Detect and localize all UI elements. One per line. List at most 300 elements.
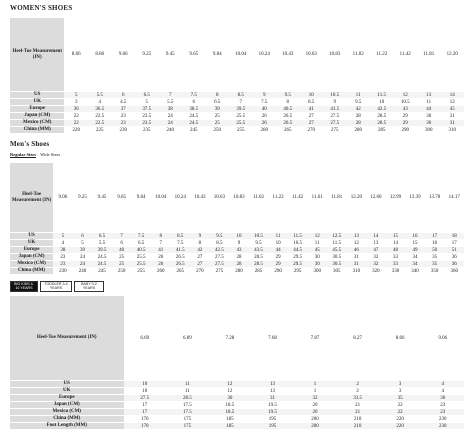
table-cell: 25.5 [131,261,151,268]
table-cell: 32 [366,254,386,261]
row-label: China (MM) [10,416,124,423]
table-cell: 12.5 [327,233,347,240]
table-cell: 11.5 [370,92,394,99]
table-cell: 250 [112,268,132,275]
table-cell: 30.5 [327,261,347,268]
table-cell: 210 [336,416,379,423]
table-cell: 25.5 [229,113,253,120]
row-label: Europe [10,395,124,402]
table-cell: 8 [205,92,229,99]
table-cell: 27.5 [323,120,347,127]
table-cell: 13 [366,240,386,247]
table-cell: 21 [336,409,379,416]
table-cell: 195 [251,416,294,423]
table-cell: 17 [124,409,167,416]
table-cell: 29 [268,254,288,261]
table-cell: 8 [190,240,210,247]
table-cell: 185 [209,423,252,430]
table-cell: 36 [444,254,464,261]
table-row [10,423,464,430]
table-cell: 40 [112,247,132,254]
women-section-title: WOMEN'S SHOES [10,4,73,12]
table-row [10,247,464,254]
table-cell: 12.60 [366,163,386,233]
table-cell: 30 [417,120,441,127]
table-cell: 33 [386,254,406,261]
table-cell: 9 [323,99,347,106]
row-label: Japan (CM) [10,254,53,261]
table-cell: 310 [347,268,367,275]
table-cell: 25 [205,120,229,127]
table-cell: 9.45 [92,163,112,233]
table-cell: 5.5 [88,92,112,99]
table-cell: 9.06 [421,296,464,381]
table-cell: 6 [112,240,132,247]
table-cell: 24 [158,113,182,120]
table-cell: 17 [444,240,464,247]
table-cell: 9 [252,92,276,99]
row-label: Heel-Toe Measurement (IN) [10,163,53,233]
table-cell: 24.5 [182,113,206,120]
table-cell: 30 [307,261,327,268]
table-cell: 8 [276,99,300,106]
table-cell: 31 [347,254,367,261]
table-cell: 6 [73,233,93,240]
table-row [10,395,464,402]
table-cell: 350 [425,268,445,275]
table-cell: 7 [151,240,171,247]
table-cell: 15 [405,240,425,247]
table-cell: 19.5 [251,402,294,409]
table-cell: 3 [379,388,422,395]
row-label: Heel-Toe Measurement (IN) [10,296,124,381]
table-cell: 4 [53,240,73,247]
table-row [10,261,464,268]
table-cell: 275 [210,268,230,275]
table-cell: 23 [53,254,73,261]
table-cell: 27 [190,261,210,268]
table-cell: 10 [124,388,167,395]
table-cell: 280 [346,127,370,134]
tab-wide-sizes[interactable]: Wide Sizes [40,152,61,157]
table-cell: 250 [205,127,229,134]
table-cell: 41 [299,106,323,113]
table-row [10,127,464,134]
row-label: Japan (CM) [10,113,64,120]
table-cell: 28.5 [370,113,394,120]
table-cell: 44 [268,247,288,254]
table-cell: 27.5 [323,113,347,120]
table-cell: 42.5 [370,106,394,113]
table-row [10,409,464,416]
table-cell: 11.42 [288,163,308,233]
table-cell: 25.5 [131,254,151,261]
table-cell: 39.5 [92,247,112,254]
table-cell: 22.5 [88,120,112,127]
table-cell: 11 [417,99,441,106]
table-cell: 230 [53,268,73,275]
table-cell: 245 [182,127,206,134]
table-cell: 45 [440,106,464,113]
table-cell: 10.04 [229,18,253,92]
table-cell: 39.5 [229,106,253,113]
table-cell: 270 [190,268,210,275]
table-row [10,120,464,127]
table-cell: 22 [379,402,422,409]
table-cell: 29 [393,113,417,120]
table-cell: 10.24 [252,18,276,92]
table-row [10,18,464,92]
table-cell: 26 [151,261,171,268]
table-cell: 28 [346,120,370,127]
table-cell: 240 [158,127,182,134]
table-row [10,163,464,233]
table-cell: 7.5 [171,240,191,247]
table-cell: 26.5 [276,113,300,120]
table-cell: 29 [393,120,417,127]
table-cell: 38 [53,247,73,254]
table-cell: 14 [366,233,386,240]
table-cell: 25.5 [229,120,253,127]
table-cell: 300 [307,268,327,275]
table-cell: 195 [251,423,294,430]
table-cell: 13.39 [405,163,425,233]
table-cell: 11.02 [346,18,370,92]
table-cell: 275 [323,127,347,134]
table-cell: 5 [135,99,159,106]
table-cell: 31 [251,395,294,402]
table-cell: 245 [92,268,112,275]
table-cell: 5 [53,233,73,240]
table-cell: 260 [151,268,171,275]
table-cell: 9.84 [205,18,229,92]
table-cell: 9 [190,233,210,240]
table-cell: 18 [444,233,464,240]
row-label: Europe [10,106,64,113]
table-cell: 12.20 [347,163,367,233]
table-cell: 305 [327,268,347,275]
table-cell: 38.5 [182,106,206,113]
table-cell: 230 [111,127,135,134]
table-cell: 8 [151,233,171,240]
table-cell: 175 [166,416,209,423]
table-cell: 11.22 [370,18,394,92]
table-cell: 31 [347,261,367,268]
table-cell: 9.84 [131,163,151,233]
row-label: Mexico (CM) [10,409,124,416]
table-cell: 31 [440,120,464,127]
table-cell: 10 [268,240,288,247]
table-cell: 12 [393,92,417,99]
table-cell: 7.5 [182,92,206,99]
table-cell: 6.69 [124,296,167,381]
table-row [10,233,464,240]
table-cell: 23.5 [135,120,159,127]
table-cell: 42.5 [210,247,230,254]
table-cell: 6.5 [131,240,151,247]
table-cell: 14 [386,240,406,247]
table-cell: 40 [252,106,276,113]
table-cell: 9.06 [111,18,135,92]
table-cell: 36 [421,395,464,402]
row-label: Mexico (CM) [10,120,64,127]
table-cell: 4 [421,381,464,388]
table-cell: 1 [294,388,337,395]
table-cell: 23 [111,120,135,127]
table-cell: 175 [166,423,209,430]
tab-regular-sizes[interactable]: Regular Sizes [10,152,37,157]
table-cell: 12 [209,388,252,395]
table-cell: 220 [379,423,422,430]
table-cell: 14 [440,92,464,99]
table-cell: 10.83 [323,18,347,92]
table-cell: 30 [209,395,252,402]
table-cell: 27 [299,120,323,127]
table-cell: 9.5 [276,92,300,99]
table-cell: 12 [209,381,252,388]
table-cell: 11 [307,240,327,247]
kids-age-tabs [10,281,104,292]
table-cell: 35 [425,261,445,268]
table-cell: 170 [124,416,167,423]
table-cell: 37 [111,106,135,113]
table-cell: 2 [336,381,379,388]
table-cell: 9.06 [53,163,73,233]
tab-baby[interactable]: BABY 0-2 YEARS [74,281,104,292]
table-cell: 6 [182,99,206,106]
table-cell: 24 [158,120,182,127]
table-cell: 37.5 [135,106,159,113]
table-cell: 11 [346,92,370,99]
table-cell: 200 [294,423,337,430]
table-cell: 9 [229,240,249,247]
table-cell: 12 [307,233,327,240]
table-cell: 4 [421,388,464,395]
table-cell: 10.5 [249,233,269,240]
row-label: US [10,233,53,240]
table-cell: 28 [229,261,249,268]
table-cell: 13 [347,233,367,240]
table-cell: 10 [370,99,394,106]
table-cell: 26.5 [171,254,191,261]
table-cell: 25 [205,113,229,120]
table-cell: 17 [124,402,167,409]
table-cell: 22 [64,113,88,120]
table-cell: 6.5 [205,99,229,106]
table-cell: 330 [386,268,406,275]
row-label: US [10,381,124,388]
table-cell: 15 [386,233,406,240]
table-cell: 16 [425,240,445,247]
table-row [10,416,464,423]
table-cell: 10.5 [288,240,308,247]
table-cell: 230 [421,423,464,430]
table-cell: 9.25 [73,163,93,233]
table-cell: 24.5 [92,254,112,261]
table-cell: 32 [294,395,337,402]
table-cell: 46 [347,247,367,254]
table-cell: 23.5 [135,113,159,120]
table-cell: 24 [73,254,93,261]
table-cell: 18.5 [209,409,252,416]
table-cell: 3 [379,381,422,388]
table-cell: 9.65 [112,163,132,233]
table-cell: 270 [299,127,323,134]
table-cell: 260 [252,127,276,134]
table-cell: 11.02 [249,163,269,233]
table-cell: 26 [151,254,171,261]
table-cell: 41 [151,247,171,254]
table-cell: 210 [336,423,379,430]
table-cell: 13 [251,388,294,395]
table-cell: 10 [229,233,249,240]
table-cell: 7.28 [209,296,252,381]
table-cell: 47 [366,247,386,254]
table-cell: 340 [405,268,425,275]
table-cell: 290 [268,268,288,275]
table-cell: 16 [405,233,425,240]
table-cell: 44.5 [288,247,308,254]
table-cell: 25 [112,261,132,268]
table-cell: 35 [379,395,422,402]
table-cell: 36.5 [88,106,112,113]
table-cell: 10 [299,92,323,99]
table-cell: 28 [229,254,249,261]
table-cell: 49 [405,247,425,254]
table-cell: 11 [166,388,209,395]
table-row [10,402,464,409]
table-cell: 7.87 [294,296,337,381]
table-cell: 18.5 [209,402,252,409]
table-cell: 310 [440,127,464,134]
table-cell: 36 [64,106,88,113]
table-cell: 43 [229,247,249,254]
table-cell: 8.5 [299,99,323,106]
kids-size-table [10,296,464,430]
table-cell: 2 [336,388,379,395]
table-cell: 17.5 [166,402,209,409]
table-cell: 8.66 [379,296,422,381]
table-cell: 13.78 [425,163,445,233]
table-cell: 40.5 [131,247,151,254]
table-cell: 10.63 [210,163,230,233]
table-cell: 36 [444,261,464,268]
row-label: Foot Length (MM) [10,423,124,430]
tab-big-kids[interactable]: BIG KIDS 4-10 YEARS [10,281,38,292]
table-cell: 8.27 [336,296,379,381]
table-cell: 39 [73,247,93,254]
table-cell: 43 [393,106,417,113]
table-cell: 42 [190,247,210,254]
table-cell: 265 [171,268,191,275]
table-cell: 17 [425,233,445,240]
table-cell: 12.99 [386,163,406,233]
table-row [10,92,464,99]
table-cell: 26.5 [171,261,191,268]
row-label: UK [10,240,53,247]
table-cell: 11.42 [393,18,417,92]
table-cell: 290 [393,127,417,134]
table-cell: 11.5 [327,240,347,247]
table-cell: 10.5 [393,99,417,106]
table-cell: 24.5 [182,120,206,127]
table-cell: 50 [425,247,445,254]
row-label: UK [10,388,124,395]
men-size-table [10,163,464,275]
table-cell: 295 [288,268,308,275]
table-cell: 285 [370,127,394,134]
table-cell: 9.65 [182,18,206,92]
table-cell: 10.43 [276,18,300,92]
table-cell: 41.5 [323,106,347,113]
table-cell: 33 [386,261,406,268]
table-row [10,388,464,395]
table-cell: 11 [268,233,288,240]
men-section-title: Men's Shoes [10,140,50,148]
men-size-tabs [10,152,60,157]
table-cell: 7.5 [252,99,276,106]
table-cell: 255 [131,268,151,275]
table-cell: 13 [251,381,294,388]
table-cell: 11.81 [327,163,347,233]
table-cell: 8.5 [229,92,253,99]
table-cell: 7.5 [131,233,151,240]
table-cell: 9.25 [135,18,159,92]
table-cell: 31 [440,113,464,120]
table-cell: 35 [425,254,445,261]
table-cell: 265 [276,127,300,134]
table-cell: 11 [166,381,209,388]
table-cell: 8.66 [64,18,88,92]
tab-toddler[interactable]: TODDLER 3-4 YEARS [40,281,72,292]
table-cell: 235 [135,127,159,134]
table-cell: 5.5 [92,240,112,247]
table-cell: 255 [229,127,253,134]
table-cell: 7 [112,233,132,240]
table-cell: 28.5 [249,254,269,261]
table-cell: 26.5 [276,120,300,127]
table-cell: 6.89 [166,296,209,381]
table-cell: 7 [229,99,253,106]
table-cell: 11.5 [288,233,308,240]
table-cell: 41.5 [171,247,191,254]
table-cell: 48 [386,247,406,254]
table-row [10,381,464,388]
table-cell: 300 [417,127,441,134]
table-cell: 22 [379,409,422,416]
table-cell: 38 [158,106,182,113]
table-cell: 10.04 [151,163,171,233]
table-cell: 12 [440,99,464,106]
table-cell: 5 [64,92,88,99]
table-cell: 170 [124,423,167,430]
table-cell: 39 [205,106,229,113]
row-label: US [10,92,64,99]
row-label: Japan (CM) [10,402,124,409]
row-label: Europe [10,247,53,254]
table-cell: 220 [64,127,88,134]
table-cell: 200 [294,416,337,423]
table-cell: 30 [417,113,441,120]
table-cell: 14.17 [444,163,464,233]
table-cell: 19.5 [251,409,294,416]
table-cell: 28.5 [249,261,269,268]
table-cell: 34 [405,261,425,268]
row-label: UK [10,99,64,106]
table-cell: 24.5 [92,261,112,268]
table-cell: 27.5 [210,261,230,268]
table-cell: 21 [336,402,379,409]
